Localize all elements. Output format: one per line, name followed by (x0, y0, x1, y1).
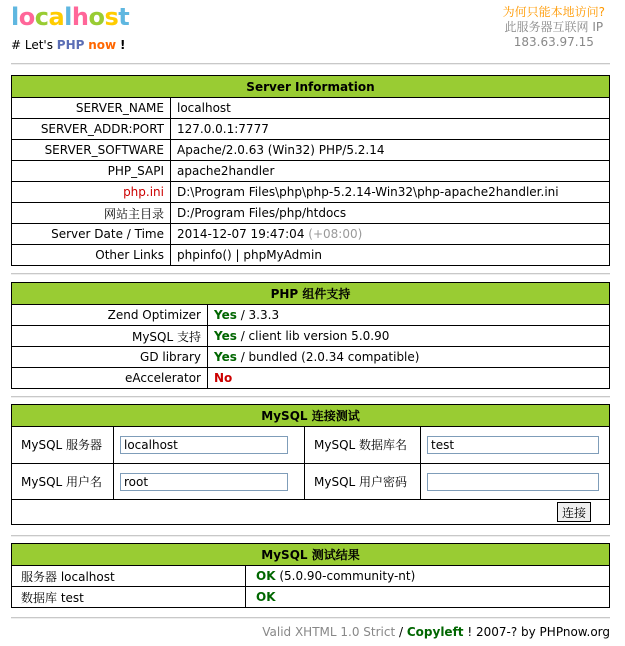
row-value (246, 566, 610, 587)
logo-letter: l (64, 3, 72, 31)
row-label: 服务器 localhost (12, 566, 246, 587)
row-label: 数据库 test (12, 587, 246, 608)
tagline-now: now (88, 38, 117, 52)
row-label: eAccelerator (12, 368, 208, 389)
logo-letter: s (104, 3, 119, 31)
row-label: Zend Optimizer (12, 305, 208, 326)
table-row (12, 587, 610, 608)
footer (262, 625, 610, 639)
row-value (171, 224, 610, 245)
row-value (208, 347, 610, 368)
server-datetime: 2014-12-07 19:47:04 (177, 227, 305, 241)
logo-letter: l (11, 3, 19, 31)
row-value: localhost (171, 98, 610, 119)
table-row (12, 140, 610, 161)
table-row (12, 368, 610, 389)
table-row (12, 347, 610, 368)
mysql-result-title: MySQL 测试结果 (12, 544, 610, 566)
db-label: MySQL 数据库名 (305, 427, 421, 464)
row-label: SERVER_NAME (12, 98, 171, 119)
table-row (12, 326, 610, 347)
php-components-table (11, 282, 610, 389)
row-value: 127.0.0.1:7777 (171, 119, 610, 140)
logo (11, 3, 129, 31)
logo-letter: t (118, 3, 130, 31)
divider (11, 535, 610, 537)
tagline-suffix: ! (119, 38, 126, 52)
tagline-php: PHP (56, 38, 85, 52)
row-value: D:\Program Files\php\php-5.2.14-Win32\php-apache2handler.ini (171, 182, 610, 203)
row-value: D:/Program Files/php/htdocs (171, 203, 610, 224)
footer-separator: / (395, 625, 407, 639)
link-separator: | (231, 248, 244, 262)
detail: / 3.3.3 (236, 308, 280, 322)
detail: (5.0.90-community-nt) (275, 569, 416, 583)
row-value: apache2handler (171, 161, 610, 182)
logo-letter: h (71, 3, 89, 31)
mysql-test-table (11, 404, 610, 525)
connect-button[interactable]: 连接 (557, 502, 591, 522)
table-row (12, 161, 610, 182)
detail: / bundled (2.0.34 compatible) (236, 350, 420, 364)
button-cell (12, 500, 610, 525)
row-label: Server Date / Time (12, 224, 171, 245)
divider (11, 273, 610, 275)
pass-cell (421, 464, 610, 500)
table-row (12, 203, 610, 224)
status-ok: OK (256, 590, 276, 604)
row-label: SERVER_ADDR:PORT (12, 119, 171, 140)
status-yes: Yes (214, 329, 237, 343)
table-row (12, 119, 610, 140)
valid-xhtml-link[interactable]: Valid XHTML 1.0 Strict (262, 625, 396, 639)
pass-label: MySQL 用户密码 (305, 464, 421, 500)
php-ini-link[interactable]: php.ini (123, 185, 164, 199)
logo-letter: o (18, 3, 35, 31)
tagline-prefix: # Let's (11, 38, 57, 52)
button-row (12, 500, 610, 525)
server-ip-label: 此服务器互联网 IP (504, 20, 604, 34)
table-row (12, 98, 610, 119)
divider (11, 63, 610, 65)
tagline (11, 37, 125, 53)
status-yes: Yes (214, 350, 237, 364)
copyleft: Copyleft (406, 625, 464, 639)
row-value (246, 587, 610, 608)
server-cell (114, 427, 305, 464)
row-label: PHP_SAPI (12, 161, 171, 182)
php-components-title: PHP 组件支持 (12, 283, 610, 305)
table-row (12, 305, 610, 326)
mysql-result-table (11, 543, 610, 608)
table-row (12, 566, 610, 587)
user-input[interactable] (120, 473, 288, 491)
row-value (208, 305, 610, 326)
local-access-link[interactable]: 为何只能本地访问? (502, 5, 605, 19)
form-row (12, 427, 610, 464)
status-ok: OK (256, 569, 276, 583)
db-input[interactable] (427, 436, 599, 454)
detail: / client lib version 5.0.90 (236, 329, 390, 343)
divider (11, 617, 610, 619)
status-no: No (214, 371, 233, 385)
table-row (12, 182, 610, 203)
row-value: Apache/2.0.63 (Win32) PHP/5.2.14 (171, 140, 610, 161)
row-value (208, 368, 610, 389)
db-cell (421, 427, 610, 464)
mysql-test-title: MySQL 连接测试 (12, 405, 610, 427)
footer-credit: ! 2007-? by PHPnow.org (463, 625, 610, 639)
logo-letter: c (34, 3, 49, 31)
phpinfo-link[interactable]: phpinfo() (177, 248, 232, 262)
logo-letter: o (88, 3, 105, 31)
server-info-title: Server Information (12, 76, 610, 98)
server-input[interactable] (120, 436, 288, 454)
form-row (12, 464, 610, 500)
logo-letter: a (48, 3, 65, 31)
status-yes: Yes (214, 308, 237, 322)
row-label: SERVER_SOFTWARE (12, 140, 171, 161)
server-label: MySQL 服务器 (12, 427, 114, 464)
timezone-offset: (+08:00) (308, 227, 363, 241)
row-label: 网站主目录 (12, 203, 171, 224)
divider (11, 396, 610, 398)
row-label: Other Links (12, 245, 171, 266)
row-value (171, 245, 610, 266)
user-cell (114, 464, 305, 500)
phpmyadmin-link[interactable]: phpMyAdmin (243, 248, 322, 262)
table-row (12, 245, 610, 266)
password-input[interactable] (427, 473, 599, 491)
row-label: GD library (12, 347, 208, 368)
server-ip: 183.63.97.15 (513, 35, 594, 49)
server-ip-panel (503, 5, 605, 50)
server-info-table (11, 75, 610, 266)
user-label: MySQL 用户名 (12, 464, 114, 500)
table-row (12, 224, 610, 245)
row-value (208, 326, 610, 347)
row-label: MySQL 支持 (12, 326, 208, 347)
